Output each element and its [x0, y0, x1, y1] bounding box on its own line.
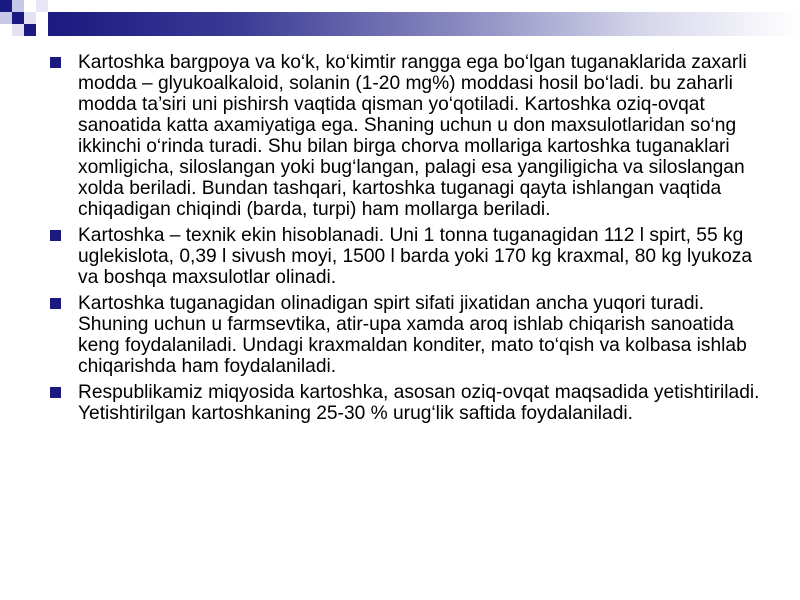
- header-square-decoration: [12, 24, 24, 36]
- square-bullet-icon: [50, 57, 61, 68]
- bullet-text: Respublikamiz miqyosida kartoshka, asosan oziq-ovqat maqsadida yetishtiriladi. Yetishtirilgan kartoshkaning 25-30 % urug‘lik saftida foydalaniladi.: [78, 382, 760, 424]
- square-bullet-icon: [50, 387, 61, 398]
- bullet-list: [50, 52, 760, 429]
- header-square-decoration: [0, 0, 12, 12]
- header-square-decoration: [24, 24, 36, 36]
- header-square-decoration: [0, 12, 12, 24]
- header-square-decoration: [36, 0, 48, 12]
- header-square-decoration: [12, 12, 24, 24]
- bullet-item: [50, 293, 760, 377]
- bullet-item: [50, 52, 760, 220]
- square-bullet-icon: [50, 230, 61, 241]
- header-square-decoration: [12, 0, 24, 12]
- bullet-item: [50, 225, 760, 288]
- bullet-item: [50, 382, 760, 424]
- square-bullet-icon: [50, 298, 61, 309]
- bullet-text: Kartoshka bargpoya va ko‘k, ko‘kimtir rangga ega bo‘lgan tuganaklarida zaxarli modda – glyukoalkaloid, solanin (1-20 mg%) moddasi hosil bo‘ladi. bu zaharli modda ta’siri uni pishirsh vaqtida qisman yo‘qotiladi. Kartoshka oziq-ovqat sanoatida katta axamiyatiga ega. Shaning uchun u don maxsulotlaridan so‘ng ikkinchi o‘rinda turadi. Shu bilan birga chorva mollariga kartoshka tuganaklari xomligicha, siloslangan yoki bug‘langan, palagi esa yangiligicha va siloslangan xolda beriladi. Bundan tashqari, kartoshka tuganagi qayta ishlangan vaqtida chiqadigan chiqindi (barda, turpi) ham mollarga beriladi.: [78, 52, 747, 220]
- header-square-decoration: [24, 12, 36, 24]
- bullet-text: Kartoshka – texnik ekin hisoblanadi. Uni 1 tonna tuganagidan 112 l spirt, 55 kg uglekislota, 0,39 l sivush moyi, 1500 l barda yoki 170 kg kraxmal, 80 kg lyukoza va boshqa maxsulotlar olinadi.: [78, 225, 753, 288]
- header-gradient-bar: [48, 12, 800, 36]
- bullet-text: Kartoshka tuganagidan olinadigan spirt sifati jixatidan ancha yuqori turadi. Shuning uchun u farmsevtika, atir-upa xamda aroq ishlab chiqarish sanoatida keng foydalaniladi. Undagi kraxmaldan konditer, mato to‘qish va kolbasa ishlab chiqarishda ham foydalaniladi.: [78, 293, 747, 377]
